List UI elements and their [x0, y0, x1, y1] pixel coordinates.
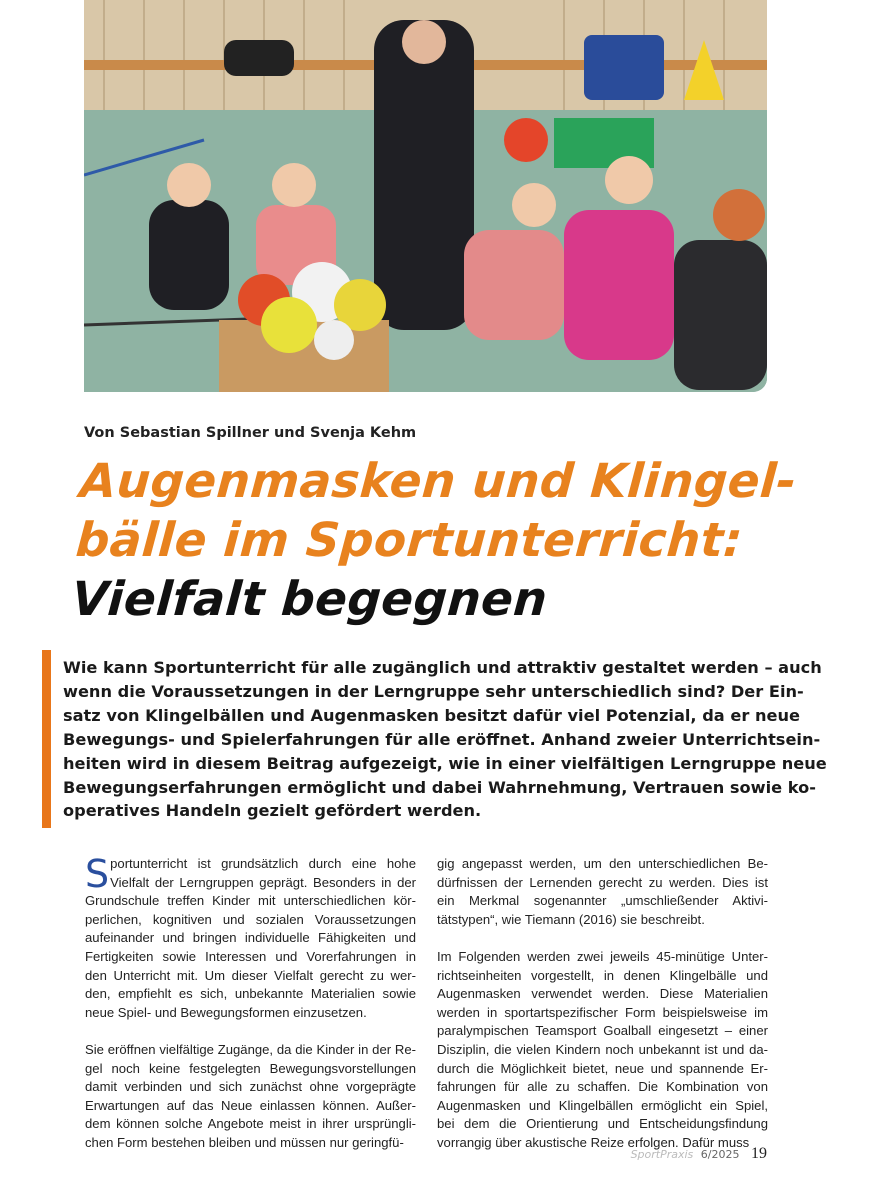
text-line: gel noch keine festgelegten Bewegungsvorstellungen — [85, 1060, 416, 1076]
text-line: Bewegungserfahrungen ermöglicht und dabei Wahrnehmung, Vertrauen sowie ko- — [63, 777, 816, 797]
text-line: paralympischen Teamsport Goalball eingesetzt – einer — [437, 1023, 768, 1039]
text-line: dem können solche Angebote meist in ihrer ursprüngli- — [85, 1116, 416, 1132]
page-footer — [631, 1145, 767, 1163]
title-subtitle: Vielfalt begegnen — [69, 572, 550, 627]
lead-accent-bar — [42, 650, 51, 828]
text-line: dürfnissen der Lernenden gerecht zu werden. Dies ist — [437, 874, 768, 890]
photo-illustration — [84, 0, 767, 392]
author-byline: Von Sebastian Spillner und Svenja Kehm — [84, 425, 417, 441]
body-column-right — [437, 855, 768, 1171]
magazine-name: SportPraxis — [630, 1148, 694, 1161]
text-line: damit verbinden und sich zunächst ohne vorgeprägte — [85, 1079, 416, 1095]
body-column-left — [85, 852, 416, 1171]
text-line: Augenmasken und Klingelbällen ermöglicht ein Spiel, — [437, 1097, 768, 1113]
text-line: Erwartungen auf das Neue einlassen können. Außer- — [85, 1097, 416, 1113]
text-line: Vielfalt der Lerngruppen geprägt. Besonders in der — [110, 874, 416, 890]
text-line: Disziplin, die vielen Kindern noch unbekannt ist und da- — [437, 1041, 768, 1057]
text-line: Augenmasken verwendet werden. Diese Materialien — [437, 986, 768, 1002]
title-line-1: Augenmasken und Klingel- — [78, 454, 799, 509]
body-paragraph — [437, 855, 768, 929]
page-number: 19 — [751, 1145, 767, 1162]
text-line: chen Form bestehen bleiben und müssen nur geringfü- — [85, 1134, 404, 1150]
body-paragraph — [85, 1041, 416, 1153]
text-line: werden in sportartspezifischer Form beispielsweise im — [437, 1004, 768, 1020]
text-line: aufeinander und bringen individuelle Fähigkeiten und — [85, 930, 416, 946]
text-line: Sie eröffnen vielfältige Zugänge, da die Kinder in der Re- — [85, 1041, 416, 1057]
text-line: tätstypen“, wie Tiemann (2016) sie beschreibt. — [437, 911, 705, 927]
text-line: perlichen, kognitiven und sozialen Voraussetzungen — [85, 911, 416, 927]
text-line: durch die Möglichkeit bietet, neue und spannende Er- — [437, 1060, 768, 1076]
title-line-2: bälle im Sportunterricht: — [74, 513, 745, 568]
text-line: satz von Klingelbällen und Augenmasken besitzt dafür viel Potenzial, da er neue — [63, 705, 800, 725]
text-line: neue Spiel- und Bewegungsformen einzusetzen. — [85, 1004, 367, 1020]
text-line: richtseinheiten vorgestellt, in denen Klingelbälle und — [437, 967, 768, 983]
text-line: bei dem die Orientierung und Entscheidungsfindung — [437, 1116, 768, 1132]
text-line: fahrungen für alle zu schaffen. Die Kombination von — [437, 1079, 768, 1095]
text-line: ein Merkmal sogenannter „umschließender Aktivi- — [437, 893, 768, 909]
text-line: Grundschule treffen Kinder mit unterschiedlichen kör- — [85, 893, 416, 909]
text-line: Bewegungs- und Spielerfahrungen für alle eröffnet. Anhand zweier Unterrichtsein- — [63, 729, 821, 749]
article-photo — [84, 0, 767, 392]
body-paragraph — [437, 948, 768, 1153]
text-line: portunterricht ist grundsätzlich durch eine hohe — [110, 856, 416, 871]
text-line: heiten wird in diesem Beitrag aufgezeigt, wie in einer vielfältigen Lerngruppe neue — [63, 753, 827, 773]
text-line: den Unterricht mit. Um dieser Vielfalt gerecht zu wer- — [85, 967, 416, 983]
text-line: gig angepasst werden, um den unterschiedlichen Be- — [437, 856, 768, 871]
issue-number: 6/2025 — [700, 1148, 740, 1161]
text-line: Im Folgenden werden zwei jeweils 45-minütige Unter- — [437, 948, 768, 964]
text-line: operatives Handeln gezielt gefördert werden. — [63, 801, 482, 821]
text-line: Fertigkeiten sowie Interessen und Vorerfahrungen in — [85, 948, 416, 964]
body-paragraph — [85, 852, 416, 1022]
text-line: Wie kann Sportunterricht für alle zugänglich und attraktiv gestaltet werden – auch — [63, 658, 822, 677]
drop-cap: S — [85, 852, 110, 896]
lead-paragraph — [63, 656, 827, 823]
article-title — [70, 452, 799, 629]
text-line: vorrangig über akustische Reize erfolgen. Dafür muss — [437, 1134, 750, 1150]
text-line: wenn die Voraussetzungen in der Lerngruppe sehr unterschiedlich sind? Der Ein- — [63, 681, 804, 701]
text-line: den, empfiehlt es sich, unbekannte Materialien sowie — [85, 986, 416, 1002]
